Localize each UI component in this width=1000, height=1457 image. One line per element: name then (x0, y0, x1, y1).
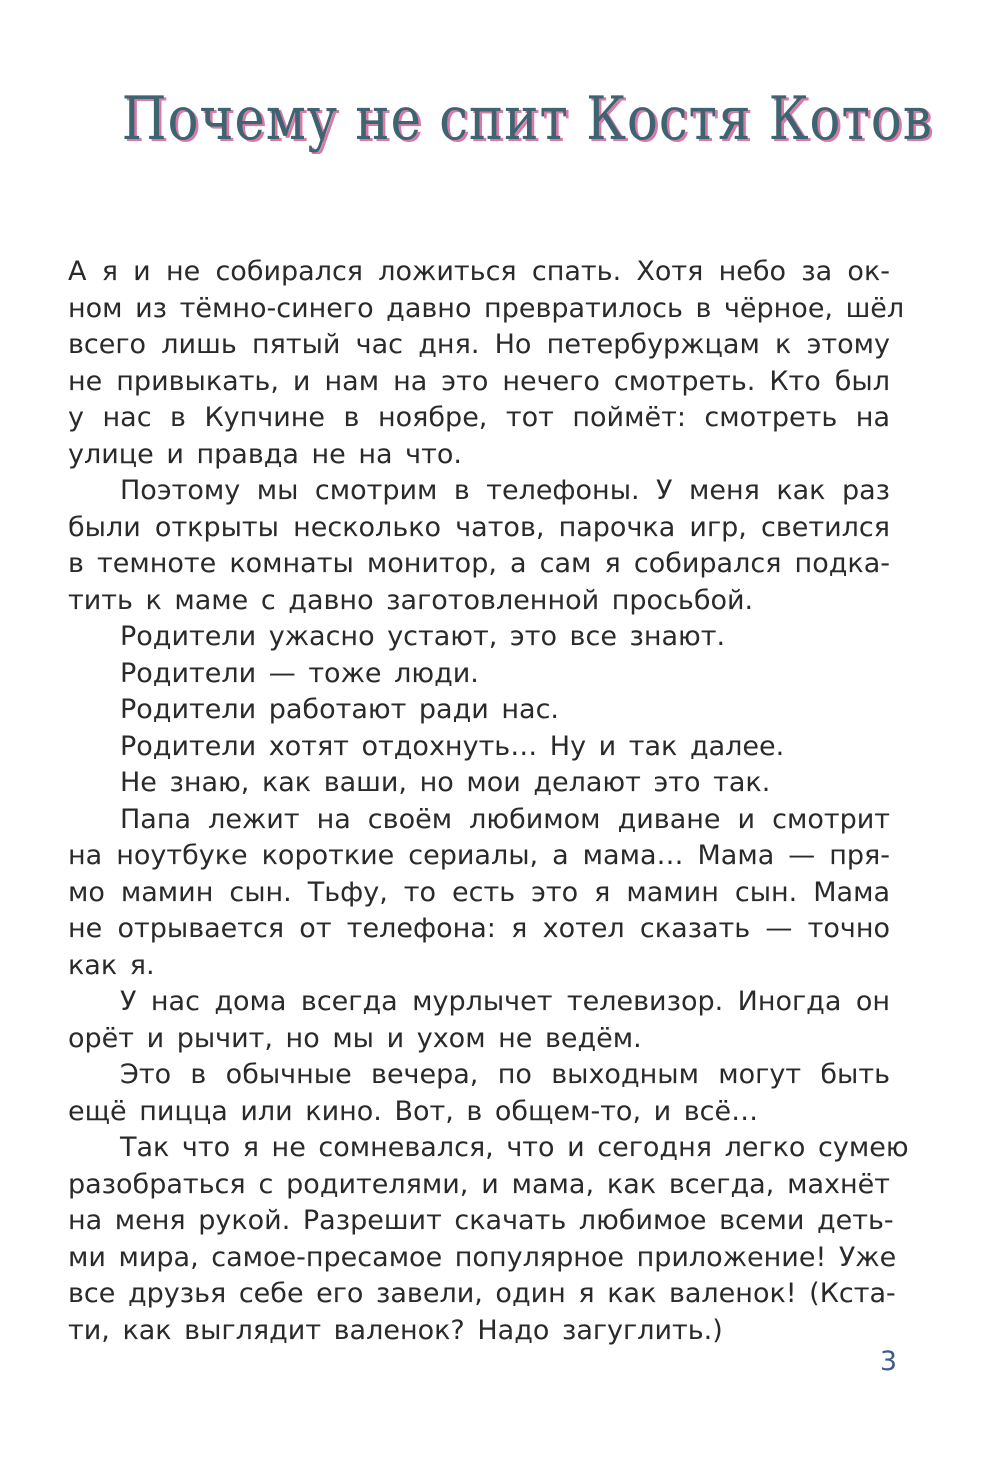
paragraph (68, 984, 890, 1057)
text-line: всего лишь пятый час дня. Но петербуржцам к этому (68, 329, 890, 360)
text-line: ти, как выглядит валенок? Надо загуглить.) (68, 1314, 723, 1346)
text-line: У нас дома всегда мурлычет телевизор. Иногда он (120, 986, 890, 1017)
text-line: не отрывается от телефона: я хотел сказать — точно (68, 913, 890, 944)
chapter-title: Почему не спит Костя Котов (121, 84, 933, 154)
paragraph (68, 802, 890, 985)
paragraph (68, 473, 890, 619)
text-line: ещё пицца или кино. Вот, в общем-то, и всё… (68, 1095, 759, 1127)
text-line: Поэтому мы смотрим в телефоны. У меня как раз (120, 475, 890, 506)
text-line: как я. (68, 949, 155, 981)
paragraph: Родители — тоже люди. (120, 657, 479, 689)
text-line: тить к маме с давно заготовленной просьбой. (68, 584, 754, 616)
text-line: А я и не собирался ложиться спать. Хотя небо за ок- (68, 256, 890, 287)
paragraph: Родители хотят отдохнуть… Ну и так далее. (120, 730, 785, 762)
text-line: Папа лежит на своём любимом диване и смотрит (120, 803, 890, 835)
chapter-body (68, 254, 909, 1349)
text-line: разобраться с родителями, и мама, как всегда, махнёт (68, 1168, 890, 1200)
text-line: улице и правда не на что. (68, 438, 462, 470)
text-line: орёт и рычит, но мы и ухом не ведём. (68, 1022, 642, 1054)
text-line: Так что я не сомневался, что и сегодня легко сумею (120, 1132, 909, 1163)
page-number: 3 (879, 1346, 897, 1377)
text-line: на меня рукой. Разрешит скачать любимое всеми деть- (68, 1205, 894, 1236)
paragraph (68, 1057, 890, 1130)
text-line: не привыкать, и нам на это нечего смотреть. Кто был (68, 365, 890, 397)
text-line: были открыты несколько чатов, парочка игр, светился (68, 511, 890, 543)
paragraph (68, 254, 905, 473)
paragraph (68, 1130, 909, 1349)
text-line: у нас в Купчине в ноябре, тот поймёт: смотреть на (68, 402, 890, 433)
text-line: мо мамин сын. Тьфу, то есть это я мамин сын. Мама (68, 876, 890, 908)
paragraph: Родители ужасно устают, это все знают. (120, 621, 726, 652)
text-line: ном из тёмно-синего давно превратилось в чёрное, шёл (68, 292, 905, 324)
paragraph: Не знаю, как ваши, но мои делают это так. (120, 767, 771, 798)
text-line: ми мира, самое-пресамое популярное приложение! Уже (68, 1241, 897, 1273)
text-line: Это в обычные вечера, по выходным могут быть (120, 1059, 890, 1090)
text-line: все друзья себе его завели, один я как валенок! (Кста- (68, 1278, 896, 1309)
paragraph: Родители работают ради нас. (120, 694, 560, 725)
text-line: в темноте комнаты монитор, а сам я собирался подка- (68, 548, 890, 579)
text-line: на ноутбуке короткие сериалы, а мама… Мама — пря- (68, 840, 890, 871)
